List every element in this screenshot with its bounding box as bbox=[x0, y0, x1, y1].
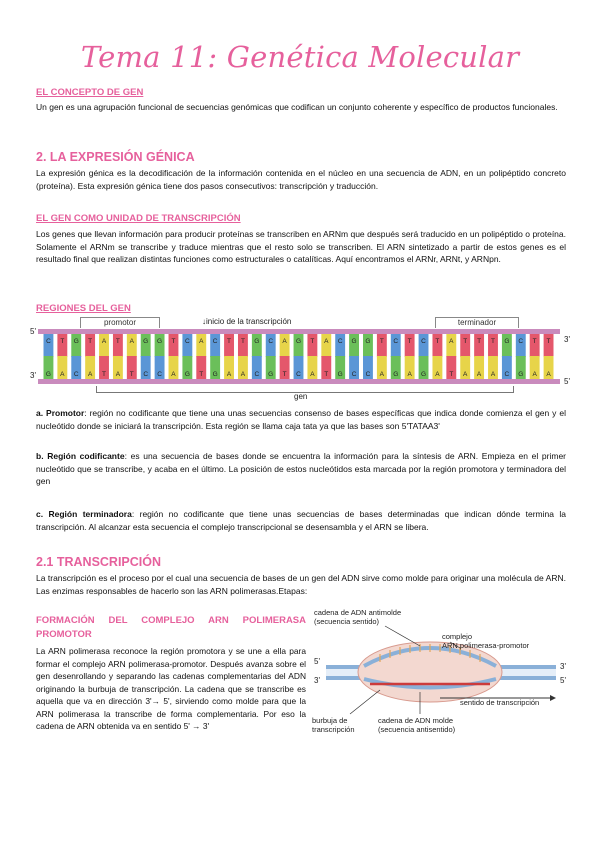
terminadora-term: c. Región terminadora bbox=[36, 509, 132, 519]
codificante-definition: : es una secuencia de bases donde se encuentra la información para la síntesis de ARN. Empieza en el primer nucleótido que se transcribe, y acaba en el último. La posición de estos nucleótidos esta marcada por la región promotora y terminadora del gen bbox=[36, 451, 566, 487]
base-letter-bottom-15: C bbox=[254, 371, 260, 378]
base-letter-bottom-30: A bbox=[463, 371, 468, 378]
terminadora-definition: : región no codificante que tiene unas secuencias de bases determinadas que indican dónde termina la transcripción. Al alcanzar esta secuencia el complejo transcripcional se desensambla y el ARN se libera. bbox=[36, 509, 566, 532]
base-letter-top-1: T bbox=[60, 338, 65, 345]
base-letter-top-0: C bbox=[46, 338, 51, 345]
heading-expresion-genica: 2. LA EXPRESIÓN GÉNICA bbox=[36, 150, 195, 164]
base-letter-bottom-16: G bbox=[268, 371, 274, 378]
base-letter-top-28: T bbox=[435, 338, 440, 345]
base-letter-top-4: A bbox=[101, 338, 107, 345]
base-letter-bottom-7: C bbox=[143, 371, 149, 378]
paragraph-transcripcion: La transcripción es el proceso por el cual una secuencia de bases de un gen del ADN sirve como molde para originar una molécula de ARN. Las enzimas responsables de hacerlo son las ARN polimerasas.Etapas: bbox=[36, 573, 566, 596]
base-letter-bottom-27: G bbox=[420, 371, 427, 378]
base-letter-top-15: G bbox=[254, 338, 260, 345]
label-burbuja: burbuja de transcripción bbox=[312, 716, 355, 734]
figure-end-left-bottom: 3' bbox=[314, 676, 320, 685]
strand-end-left-bottom: 3' bbox=[30, 371, 36, 380]
base-letter-top-6: A bbox=[129, 338, 134, 345]
label-sentido: sentido de transcripción bbox=[460, 698, 540, 707]
heading-transcripcion: 2.1 TRANSCRIPCIÓN bbox=[36, 555, 162, 569]
paragraph-promotor bbox=[36, 407, 566, 432]
base-letter-bottom-6: T bbox=[129, 371, 134, 378]
base-letter-top-10: C bbox=[185, 338, 190, 345]
base-letter-bottom-9: A bbox=[171, 371, 176, 378]
base-letter-bottom-22: C bbox=[351, 371, 357, 378]
base-letter-bottom-14: A bbox=[240, 371, 246, 378]
figure-end-left-top: 5' bbox=[314, 657, 320, 666]
base-letter-bottom-28: A bbox=[435, 371, 440, 378]
base-letter-bottom-17: T bbox=[282, 371, 287, 378]
base-letter-top-20: A bbox=[324, 338, 329, 345]
heading-concepto-gen: EL CONCEPTO DE GEN bbox=[36, 87, 144, 98]
base-letter-bottom-20: T bbox=[324, 371, 329, 378]
base-letter-top-27: C bbox=[421, 338, 426, 345]
base-letter-top-7: G bbox=[143, 338, 149, 345]
strand-end-left-top: 5' bbox=[30, 327, 36, 336]
base-letter-top-13: T bbox=[227, 338, 232, 345]
base-letter-top-24: T bbox=[379, 338, 384, 345]
page-title: Tema 11: Genética Molecular bbox=[80, 40, 520, 74]
base-letter-bottom-2: C bbox=[73, 371, 79, 378]
base-letter-bottom-11: T bbox=[199, 371, 204, 378]
codificante-term: b. Región codificante bbox=[36, 451, 125, 461]
base-letter-top-11: A bbox=[199, 338, 204, 345]
paragraph-formacion-complejo: La ARN polimerasa reconoce la región promotora y se une a ella para formar el complejo ARN polimerasa-promotor. Después avanza sobre el gen desenrollando y separando las cadenas complementarias del ADN originando la burbuja de transcripción. La cadena que se transcribe es aquella que va en dirección 3'→ 5', sirviendo como molde para que la ARN polimerasa la transcribe de forma complementaria. Por eso la cadena de ARN obtenida va en sentido 5' → 3' bbox=[36, 646, 306, 731]
heading-gen-unidad: EL GEN COMO UNIDAD DE TRANSCRIPCIÓN bbox=[36, 213, 241, 224]
top-backbone bbox=[38, 329, 560, 334]
base-letter-bottom-36: A bbox=[546, 371, 551, 378]
base-letter-bottom-18: C bbox=[296, 371, 301, 378]
base-letter-top-34: C bbox=[518, 338, 524, 345]
base-letter-bottom-23: C bbox=[365, 371, 371, 378]
gene-label: gen bbox=[294, 392, 308, 401]
base-letter-bottom-19: A bbox=[310, 371, 315, 378]
base-letter-bottom-3: A bbox=[87, 371, 93, 378]
start-arrow-icon: ↓ bbox=[202, 317, 206, 326]
base-letter-top-33: G bbox=[504, 338, 510, 345]
base-letter-top-2: G bbox=[73, 338, 79, 345]
base-pairs bbox=[44, 334, 554, 379]
strand-end-right-bottom: 5' bbox=[564, 377, 570, 386]
base-letter-bottom-24: A bbox=[379, 371, 385, 378]
base-letter-bottom-13: A bbox=[226, 371, 232, 378]
base-letter-top-21: C bbox=[337, 338, 343, 345]
base-letter-bottom-32: A bbox=[490, 371, 496, 378]
base-letter-top-17: A bbox=[282, 338, 287, 345]
base-letter-top-29: A bbox=[449, 338, 454, 345]
base-letter-top-25: C bbox=[393, 338, 399, 345]
strand-end-right-top: 3' bbox=[564, 335, 570, 344]
direction-arrow-icon bbox=[550, 695, 556, 701]
base-letter-bottom-34: G bbox=[518, 371, 524, 378]
paragraph-expresion-genica: La expresión génica es la decodificación de la información contenida en el núcleo en una secuencia de ADN, en un polipéptido concreto (proteína). Esta expresión génica tiene dos pasos consecutivos: transcripción y traducción. bbox=[36, 168, 566, 191]
label-molde: cadena de ADN molde (secuencia antisentido) bbox=[378, 716, 456, 734]
paragraph-gen-unidad: Los genes que llevan información para producir proteínas se transcriben en ARNm que después será traducido en un polipéptido o proteína. Solamente el ARNm se transcribe y traduce mientras que el resto solo se transcriben. El ARN sintetizado a partir de estos genes es el resultado final que realizan distintas funciones como estructurales o catalíticas. Aquí encontramos el ARNr, ARNt, y ARNpn. bbox=[36, 229, 566, 265]
label-antimolde: cadena de ADN antimolde (secuencia sentido) bbox=[314, 608, 402, 626]
paragraph-concepto-gen: Un gen es una agrupación funcional de secuencias genómicas que codifican un conjunto coherente y específico de productos funcionales. bbox=[36, 102, 558, 112]
gene-regions-diagram bbox=[30, 315, 575, 405]
base-letter-bottom-25: G bbox=[393, 371, 399, 378]
base-letter-bottom-5: A bbox=[115, 371, 121, 378]
base-letter-bottom-21: G bbox=[337, 371, 343, 378]
paragraph-region-codificante bbox=[36, 450, 566, 488]
figure-end-right-bottom: 5' bbox=[560, 676, 566, 685]
terminator-label: terminador bbox=[435, 317, 519, 328]
base-letter-top-19: T bbox=[310, 338, 315, 345]
base-letter-top-14: T bbox=[240, 338, 245, 345]
base-letter-top-9: T bbox=[171, 338, 176, 345]
base-letter-top-31: T bbox=[477, 338, 482, 345]
base-letter-bottom-12: G bbox=[212, 371, 218, 378]
transcription-bubble-figure bbox=[310, 610, 575, 750]
transcription-start-label: ↓inicio de la transcripción bbox=[202, 317, 292, 326]
paragraph-region-terminadora bbox=[36, 508, 566, 533]
base-letter-bottom-33: C bbox=[504, 371, 510, 378]
base-letter-top-30: T bbox=[463, 338, 468, 345]
heading-formacion-complejo: FORMACIÓN DEL COMPLEJO ARN POLIMERASA PROMOTOR bbox=[36, 615, 306, 640]
base-letter-bottom-35: A bbox=[532, 371, 537, 378]
base-letter-bottom-26: A bbox=[407, 371, 412, 378]
promotor-term: a. Promotor bbox=[36, 408, 85, 418]
base-letter-top-16: C bbox=[268, 338, 274, 345]
base-letter-top-36: T bbox=[546, 338, 551, 345]
base-letter-bottom-29: T bbox=[449, 371, 454, 378]
base-letter-bottom-8: C bbox=[157, 371, 162, 378]
base-letter-bottom-10: G bbox=[184, 371, 190, 378]
base-letter-top-35: T bbox=[532, 338, 537, 345]
promotor-label: promotor bbox=[80, 317, 160, 328]
base-letter-top-5: T bbox=[115, 338, 120, 345]
base-letter-top-3: T bbox=[88, 338, 93, 345]
base-letter-bottom-31: A bbox=[476, 371, 482, 378]
figure-end-right-top: 3' bbox=[560, 662, 566, 671]
promotor-definition: : región no codificante que tiene una unas secuencias consenso de bases específicas que indica donde comienza el gen y el nucleótido donde se iniciará la transcripción. Esta región se llama caja tata ya que las bases son 5'TATAA3' bbox=[36, 408, 566, 431]
base-letter-top-26: T bbox=[407, 338, 412, 345]
base-letter-top-18: G bbox=[295, 338, 302, 345]
heading-regiones-gen: REGIONES DEL GEN bbox=[36, 303, 131, 314]
base-letter-top-22: G bbox=[351, 338, 357, 345]
base-letter-bottom-4: T bbox=[102, 371, 107, 378]
base-letter-top-32: T bbox=[490, 338, 495, 345]
base-letter-top-23: G bbox=[365, 338, 371, 345]
base-letter-bottom-1: A bbox=[60, 371, 65, 378]
base-letter-top-12: C bbox=[212, 338, 218, 345]
bottom-backbone bbox=[38, 379, 560, 384]
base-letter-top-8: G bbox=[157, 338, 163, 345]
base-letter-bottom-0: G bbox=[45, 371, 51, 378]
label-complejo: complejo ARN polimerasa-promotor bbox=[442, 632, 530, 650]
